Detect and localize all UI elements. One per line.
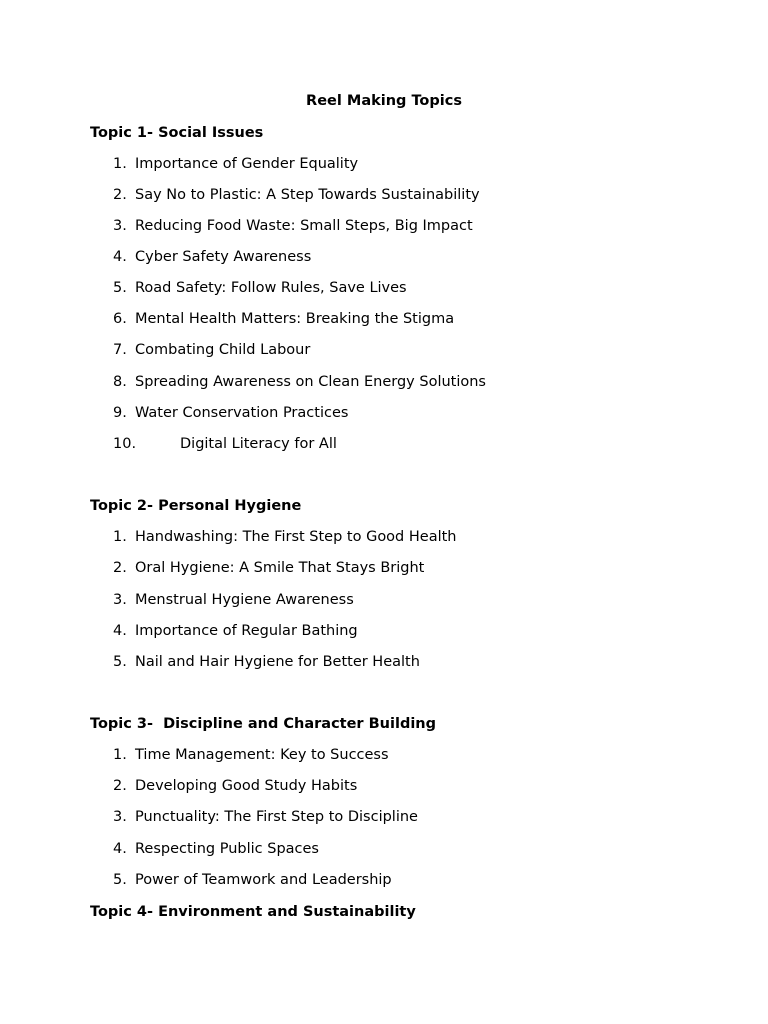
list-item-text: Handwashing: The First Step to Good Health	[135, 529, 457, 545]
list-item	[113, 217, 473, 235]
list-item	[113, 310, 454, 328]
list-item-text: Respecting Public Spaces	[135, 841, 319, 857]
list-item-text: Importance of Regular Bathing	[135, 623, 358, 639]
list-item-text: Nail and Hair Hygiene for Better Health	[135, 654, 420, 670]
list-item	[113, 559, 424, 577]
list-item	[113, 341, 310, 359]
list-number: 3.	[113, 218, 127, 234]
document-title: Reel Making Topics	[306, 93, 462, 109]
list-item	[113, 746, 389, 764]
list-item-text: Reducing Food Waste: Small Steps, Big Impact	[135, 218, 473, 234]
list-number: 6.	[113, 311, 127, 327]
list-number: 9.	[113, 405, 127, 421]
list-item	[113, 279, 407, 297]
list-number: 2.	[113, 560, 127, 576]
list-item-text: Power of Teamwork and Leadership	[135, 872, 392, 888]
list-item-text: Importance of Gender Equality	[135, 156, 359, 172]
list-item-text: Combating Child Labour	[135, 342, 311, 358]
list-number: 4.	[113, 841, 127, 857]
list-number: 1.	[113, 156, 127, 172]
list-item-text: Cyber Safety Awareness	[135, 249, 312, 265]
list-number: 10.	[113, 436, 137, 452]
list-number: 2.	[113, 778, 127, 794]
list-number: 7.	[113, 342, 127, 358]
list-item-text: Water Conservation Practices	[135, 405, 349, 421]
section-heading-personal-hygiene: Topic 2- Personal Hygiene	[90, 498, 302, 514]
list-number: 8.	[113, 374, 127, 390]
list-number: 1.	[113, 747, 127, 763]
list-item-text: Time Management: Key to Success	[135, 747, 389, 763]
list-number: 5.	[113, 280, 127, 296]
list-number: 5.	[113, 654, 127, 670]
list-item-text: Developing Good Study Habits	[135, 778, 358, 794]
list-item-text: Mental Health Matters: Breaking the Stigma	[135, 311, 455, 327]
section-heading-environment: Topic 4- Environment and Sustainability	[90, 904, 416, 920]
list-number: 4.	[113, 623, 127, 639]
list-item-text: Say No to Plastic: A Step Towards Sustainability	[135, 187, 480, 203]
list-item	[113, 435, 337, 453]
section-heading-social-issues: Topic 1- Social Issues	[90, 125, 264, 141]
list-item-text: Spreading Awareness on Clean Energy Solutions	[135, 374, 486, 390]
list-item	[113, 373, 486, 391]
list-number: 3.	[113, 592, 127, 608]
list-number: 1.	[113, 529, 127, 545]
list-item	[113, 808, 418, 826]
list-item-text: Digital Literacy for All	[180, 436, 337, 452]
list-number: 3.	[113, 809, 127, 825]
list-item-text: Punctuality: The First Step to Discipline	[135, 809, 418, 825]
list-item	[113, 186, 480, 204]
section-heading-discipline: Topic 3- Discipline and Character Building	[90, 716, 436, 732]
list-item-text: Oral Hygiene: A Smile That Stays Bright	[135, 560, 425, 576]
list-number: 2.	[113, 187, 127, 203]
list-item	[113, 248, 311, 266]
list-item	[113, 653, 420, 671]
list-item	[113, 591, 354, 609]
list-item	[113, 622, 358, 640]
list-item	[113, 155, 358, 173]
list-item	[113, 871, 392, 889]
list-item	[113, 840, 319, 858]
list-item-text: Menstrual Hygiene Awareness	[135, 592, 354, 608]
list-number: 5.	[113, 872, 127, 888]
list-number: 4.	[113, 249, 127, 265]
list-item	[113, 528, 457, 546]
list-item	[113, 404, 348, 422]
list-item-text: Road Safety: Follow Rules, Save Lives	[135, 280, 407, 296]
list-item	[113, 777, 357, 795]
